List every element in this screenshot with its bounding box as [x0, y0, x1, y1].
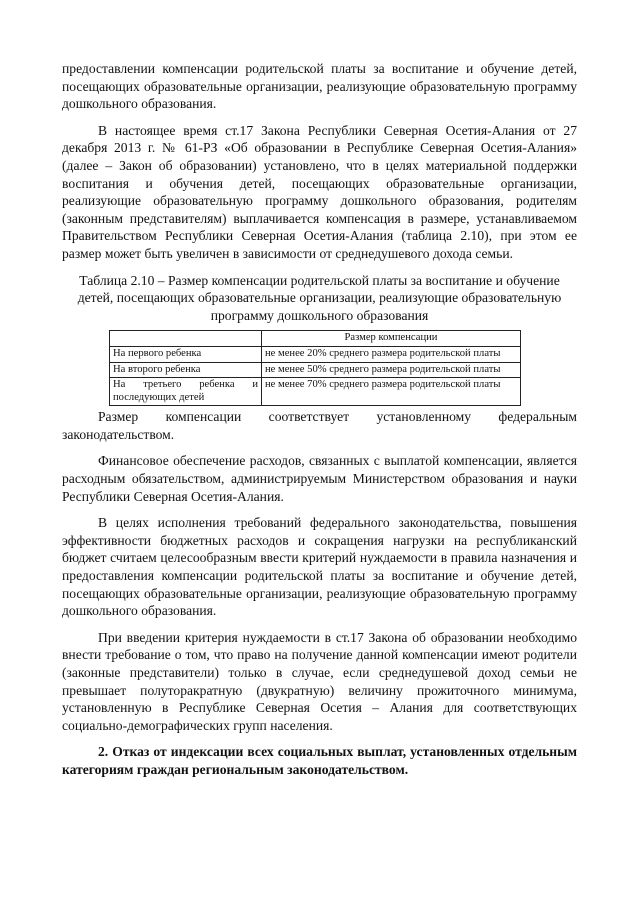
table-row: [110, 378, 521, 406]
paragraph-law-article-17: В настоящее время ст.17 Закона Республики Северная Осетия-Алания от 27 декабря 2013 г. № 61-РЗ «Об образовании в Республике Северная Осетия-Алания» (далее – Закон об образовании) установлено, что в целях материальной поддержки воспитания и обучения детей, посещающих образовательные организации, реализующие образовательную программу дошкольного образования, родителям (законным представителям) выплачивается компенсация в размере, устанавливаемом Правительством Республики Северная Осетия-Алания (таблица 2.10), при этом ее размер может быть увеличен в зависимости от среднедушевого дохода семьи.: [62, 122, 577, 261]
table-cell-label: На второго ребенка: [110, 362, 262, 378]
paragraph-income-requirement: При введении критерия нуждаемости в ст.17 Закона об образовании необходимо внести требование о том, что право на получение данной компенсации имеют родители (законные представители) только в случае, если среднедушевой доход семьи не превышает полуторакратную (двукратную) величину прожиточного минимума, установленную в Республике Северная Осетия – Алания для соответствующих социально-демографических групп населения.: [62, 629, 577, 733]
paragraph-intro-continuation: предоставлении компенсации родительской платы за воспитание и обучение детей, посещающих образовательные организации, реализующие образовательную программу дошкольного образования.: [62, 61, 577, 112]
paragraph-financing: Финансовое обеспечение расходов, связанных с выплатой компенсации, является расходным обязательством, администрируемым Министерством образования и науки Республики Северная Осетия-Алания.: [62, 453, 577, 504]
table-header-cell: Размер компенсации: [262, 331, 521, 347]
document-page: [62, 60, 577, 779]
table-cell-label: На первого ребенка: [110, 346, 262, 362]
table-header-row: [110, 331, 521, 347]
table-cell-value: не менее 20% среднего размера родительской платы: [262, 346, 521, 362]
table-cell-value: не менее 70% среднего размера родительской платы: [262, 378, 521, 406]
paragraph-compensation-size: Размер компенсации соответствует установленному федеральным законодательством.: [62, 409, 577, 442]
table-header-empty-cell: [110, 331, 262, 347]
table-row: [110, 362, 521, 378]
table-row: [110, 346, 521, 362]
compensation-table: [109, 330, 521, 406]
section-heading-indexation: 2. Отказ от индексации всех социальных выплат, установленных отдельным категориям граждан региональным законодательством.: [62, 744, 577, 777]
table-caption: Таблица 2.10 – Размер компенсации родительской платы за воспитание и обучение детей, посещающих образовательные организации, реализующие образовательную программу дошкольного образования: [77, 272, 562, 323]
table-cell-label: На третьего ребенка и последующих детей: [110, 378, 262, 406]
table-cell-value: не менее 50% среднего размера родительской платы: [262, 362, 521, 378]
paragraph-need-criterion: В целях исполнения требований федерального законодательства, повышения эффективности бюджетных расходов и сокращения нагрузки на республиканский бюджет считаем целесообразным ввести критерий нуждаемости в правила назначения и предоставления компенсации родительской платы за воспитание и обучение детей, посещающих образовательные организации, реализующие образовательную программу дошкольного образования.: [62, 515, 577, 619]
